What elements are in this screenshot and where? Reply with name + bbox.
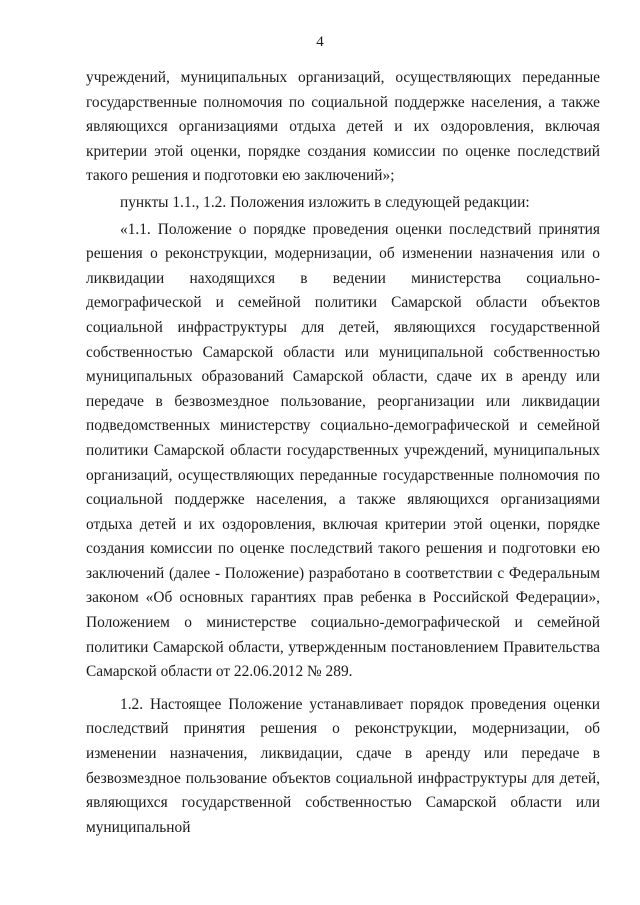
paragraph-items-intro: пункты 1.1., 1.2. Положения изложить в следующей редакции: [120,193,530,211]
paragraph-item-1-2: 1.2. Настоящее Положение устанавливает порядок проведения оценки последствий принятия решения о реконструкции, модернизации, об изменении назначения, ликвидации, сдаче в аренду или передаче в безвозмездное пользование объектов социальной инфраструктуры для детей, являющихся государственной собственностью Самарской области или муниципальной [86,695,600,836]
paragraph-item-1-1: «1.1. Положение о порядке проведения оценки последствий принятия решения о реконструкции, модернизации, об изменении назначения или о ликвидации находящихся в ведении министерства социально-демографической и семейной политики Самарской области объектов социальной инфраструктуры для детей, являющихся государственной собственностью Самарской области или муниципальной собственностью муниципальных образований Самарской области, сдаче их в аренду или передаче в безвозмездное пользование, реорганизации или ликвидации подведомственных министерству социально-демографической и семейной политики Самарской области государственных учреждений, муниципальных организаций, осуществляющих переданные государственные полномочия по социальной поддержке населения, а также являющихся организациями отдыха детей и их оздоровления, включая критерии этой оценки, порядке создания комиссии по оценке последствий такого решения и подготовки ею заключений (далее - Положение) разработано в соответствии с Федеральным законом «Об основных гарантиях прав ребенка в Российской Федерации», Положением о министерстве социально-демографической и семейной политики Самарской области, утвержденным постановлением Правительства Самарской области от 22.06.2012 № 289. [86,220,600,681]
document-body [86,66,600,840]
paragraph-continuation: учреждений, муниципальных организаций, осуществляющих переданные государственные полномочия по социальной поддержке населения, а также являющихся организациями отдыха детей и их оздоровления, включая критерии этой оценки, порядке создания комиссии по оценке последствий такого решения и подготовки ею заключений»; [86,69,600,185]
page-number: 4 [316,34,324,50]
